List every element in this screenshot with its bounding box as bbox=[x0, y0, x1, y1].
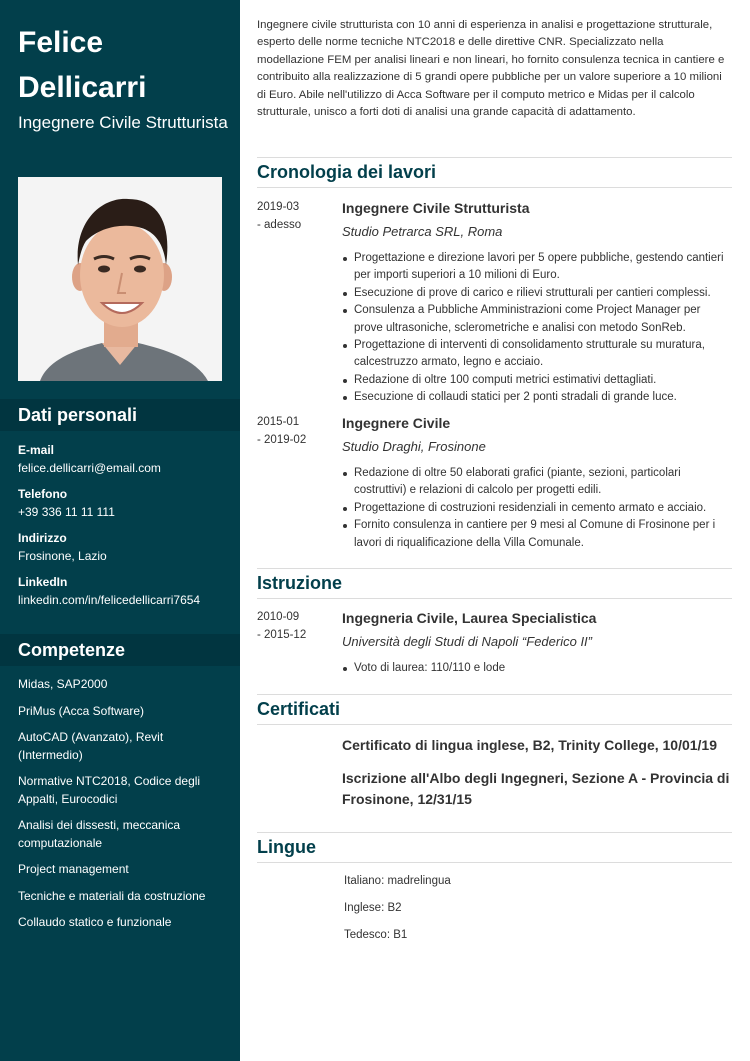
language-item: Tedesco: B1 bbox=[344, 929, 408, 941]
education-entry bbox=[342, 609, 732, 677]
phone-value: +39 336 11 11 111 bbox=[18, 505, 115, 519]
languages-heading: Lingue bbox=[257, 832, 732, 863]
job-title: Ingegnere Civile Strutturista bbox=[18, 113, 228, 132]
job-bullets bbox=[342, 465, 732, 552]
skills-list bbox=[18, 676, 228, 941]
degree-title: Ingegneria Civile, Laurea Specialistica bbox=[342, 610, 597, 626]
job-date-end: - 2019-02 bbox=[257, 433, 307, 446]
email-value: felice.dellicarri@email.com bbox=[18, 461, 161, 475]
job-company: Studio Draghi, Frosinone bbox=[342, 439, 486, 454]
language-item: Inglese: B2 bbox=[344, 902, 402, 914]
job-bullet: Progettazione e direzione lavori per 5 opere pubbliche, gestendo cantieri per importi superiori a 10 milioni di Euro. bbox=[342, 250, 732, 285]
job-title: Ingegnere Civile Strutturista bbox=[342, 200, 530, 216]
skills-heading: Competenze bbox=[0, 634, 240, 666]
profile-summary: Ingegnere civile strutturista con 10 anni di esperienza in analisi e progettazione strutturale, esperto delle norme tecniche NTC2018 e delle direttive CNR. Specializzato nella modellazione FEM per analisi lineari e non lineari, ho fornito consulenza tecnica in cantiere e contribuito alla realizzazione di 5 grandi opere pubbliche per un valore superiore a 10 milioni di Euro. Abile nell'utilizzo di Acca Software per il computo metrico e Midas per il calcolo strutturale, unisco a forti doti di analisi una grande capacità di adattamento. bbox=[257, 19, 725, 119]
last-name: Dellicarri bbox=[18, 71, 147, 104]
linkedin-label: LinkedIn bbox=[18, 575, 68, 589]
profile-photo bbox=[18, 177, 222, 381]
education-bullet: Voto di laurea: 110/110 e lode bbox=[342, 660, 732, 677]
job-entry bbox=[342, 199, 732, 407]
certificates-heading: Certificati bbox=[257, 694, 732, 725]
certificate-item: Iscrizione all'Albo degli Ingegneri, Sezione A - Provincia di Frosinone, 12/31/15 bbox=[342, 770, 730, 807]
certificate-item: Certificato di lingua inglese, B2, Trinity College, 10/01/19 bbox=[342, 737, 717, 753]
job-bullet: Fornito consulenza in cantiere per 9 mesi al Comune di Frosinone per i lavori di riqualificazione della Villa Comunale. bbox=[342, 517, 732, 552]
job-bullet: Consulenza a Pubbliche Amministrazioni come Project Manager per prove ultrasoniche, sclerometriche e analisi con metodo SonReb. bbox=[342, 302, 732, 337]
job-date bbox=[257, 414, 327, 449]
profile-photo-image bbox=[18, 177, 222, 381]
linkedin-block bbox=[18, 575, 233, 609]
education-bullets bbox=[342, 660, 732, 677]
address-label: Indirizzo bbox=[18, 531, 67, 545]
email-label: E-mail bbox=[18, 443, 55, 457]
skill-item: Midas, SAP2000 bbox=[18, 677, 108, 691]
linkedin-value: linkedin.com/in/felicedellicarri7654 bbox=[18, 593, 201, 607]
email-block bbox=[18, 443, 233, 477]
education-date-start: 2010-09 bbox=[257, 611, 300, 623]
skill-item: Project management bbox=[18, 862, 129, 876]
skill-item: Collaudo statico e funzionale bbox=[18, 915, 172, 929]
job-company: Studio Petrarca SRL, Roma bbox=[342, 224, 503, 239]
skill-item: PriMus (Acca Software) bbox=[18, 703, 145, 718]
sidebar bbox=[0, 0, 240, 1061]
school-name: Università degli Studi di Napoli “Federico II” bbox=[342, 634, 592, 649]
job-date-start: 2019-03 bbox=[257, 201, 300, 213]
education-date-end: - 2015-12 bbox=[257, 628, 307, 641]
candidate-name bbox=[18, 20, 228, 110]
job-entry bbox=[342, 414, 732, 552]
job-bullet: Progettazione di costruzioni residenziali in cemento armato e acciaio. bbox=[342, 500, 732, 517]
education-date bbox=[257, 609, 327, 644]
job-bullet: Redazione di oltre 100 computi metrici estimativi dettagliati. bbox=[342, 372, 732, 389]
education-heading: Istruzione bbox=[257, 568, 732, 599]
job-bullets bbox=[342, 250, 732, 407]
job-bullet: Redazione di oltre 50 elaborati grafici (piante, sezioni, particolari costruttivi) e relazioni di calcolo per progetti edili. bbox=[342, 465, 732, 500]
job-bullet: Progettazione di interventi di consolidamento strutturale su muratura, calcestruzzo armato, legno e acciaio. bbox=[342, 337, 732, 372]
phone-block bbox=[18, 487, 233, 521]
personal-data-heading: Dati personali bbox=[0, 399, 240, 431]
job-date-end: - adesso bbox=[257, 218, 302, 231]
job-date bbox=[257, 199, 327, 234]
skill-item: Analisi dei dissesti, meccanica computazionale bbox=[18, 818, 181, 850]
phone-label: Telefono bbox=[18, 487, 68, 501]
language-item: Italiano: madrelingua bbox=[344, 875, 451, 887]
skill-item: Tecniche e materiali da costruzione bbox=[18, 888, 206, 903]
job-bullet: Esecuzione di collaudi statici per 2 ponti stradali di grande luce. bbox=[342, 389, 732, 406]
address-block bbox=[18, 531, 233, 565]
skill-item: Normative NTC2018, Codice degli Appalti, Eurocodici bbox=[18, 774, 201, 806]
address-value: Frosinone, Lazio bbox=[18, 549, 107, 563]
experience-heading: Cronologia dei lavori bbox=[257, 157, 732, 188]
first-name: Felice bbox=[18, 26, 104, 59]
job-date-start: 2015-01 bbox=[257, 416, 300, 428]
job-bullet: Esecuzione di prove di carico e rilievi strutturali per cantieri complessi. bbox=[342, 285, 732, 302]
skill-item: AutoCAD (Avanzato), Revit (Intermedio) bbox=[18, 730, 164, 762]
job-title: Ingegnere Civile bbox=[342, 415, 451, 431]
